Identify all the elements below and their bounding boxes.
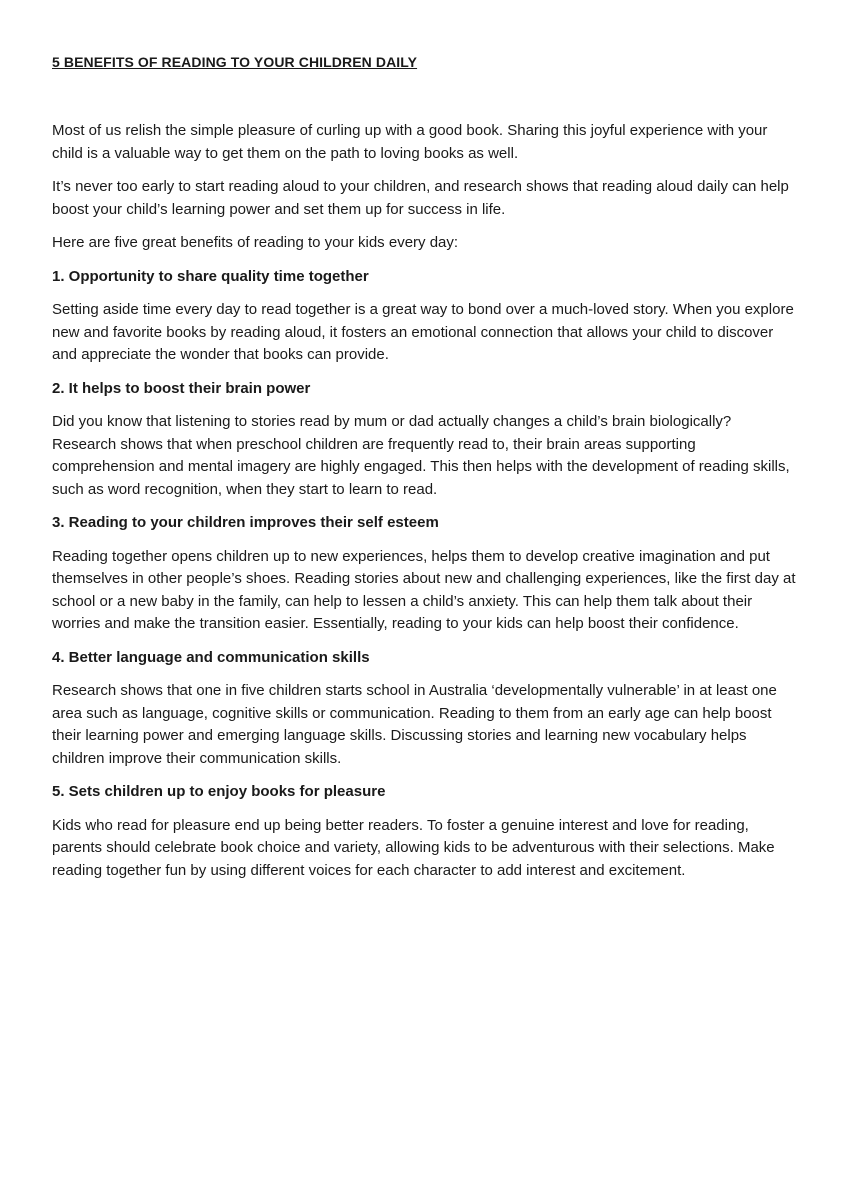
document-title: 5 BENEFITS OF READING TO YOUR CHILDREN DAILY [52, 54, 418, 70]
section-body: Reading together opens children up to new experiences, helps them to develop creative imagination and put themselves in other people’s shoes. Reading stories about new and challenging experiences, like the first day at school or a new baby in the family, can help to lessen a child’s anxiety. This can help them talk about their worries and make the transition easier. Essentially, reading to your kids can help boost their confidence. [52, 547, 796, 632]
section-body: Research shows that one in five children starts school in Australia ‘developmentally vulnerable’ in at least one area such as language, cognitive skills or communication. Reading to them from an early age can help boost their learning power and emerging language skills. Discussing stories and learning new vocabulary helps children improve their communication skills. [52, 682, 777, 767]
section-heading: 4. Better language and communication skills [52, 648, 370, 666]
section-body: Setting aside time every day to read together is a great way to bond over a much-loved story. When you explore new and favorite books by reading aloud, it fosters an emotional connection that allows your child to discover and appreciate the wonder that books can provide. [52, 301, 794, 363]
intro-paragraph: It’s never too early to start reading aloud to your children, and research shows that reading aloud daily can help boost your child’s learning power and set them up for success in life. [52, 178, 789, 218]
section-heading: 2. It helps to boost their brain power [52, 379, 311, 397]
document-body [52, 120, 796, 882]
document-page [52, 50, 796, 893]
section-body: Did you know that listening to stories read by mum or dad actually changes a child’s brain biologically? Research shows that when preschool children are frequently read to, their brain areas supporting comprehension and mental imagery are highly engaged. This then helps with the development of reading skills, such as word recognition, when they start to learn to read. [52, 413, 790, 498]
section-body: Kids who read for pleasure end up being better readers. To foster a genuine interest and love for reading, parents should celebrate book choice and variety, allowing kids to be adventurous with their selections. Make reading together fun by using different voices for each character to add interest and excitement. [52, 816, 775, 879]
section-heading: 3. Reading to your children improves their self esteem [52, 514, 439, 531]
intro-paragraph: Here are five great benefits of reading to your kids every day: [52, 234, 459, 251]
section-heading: 1. Opportunity to share quality time together [52, 267, 369, 285]
intro-paragraph: Most of us relish the simple pleasure of curling up with a good book. Sharing this joyful experience with your child is a valuable way to get them on the path to loving books as well. [52, 122, 768, 162]
section-heading: 5. Sets children up to enjoy books for pleasure [52, 783, 386, 800]
